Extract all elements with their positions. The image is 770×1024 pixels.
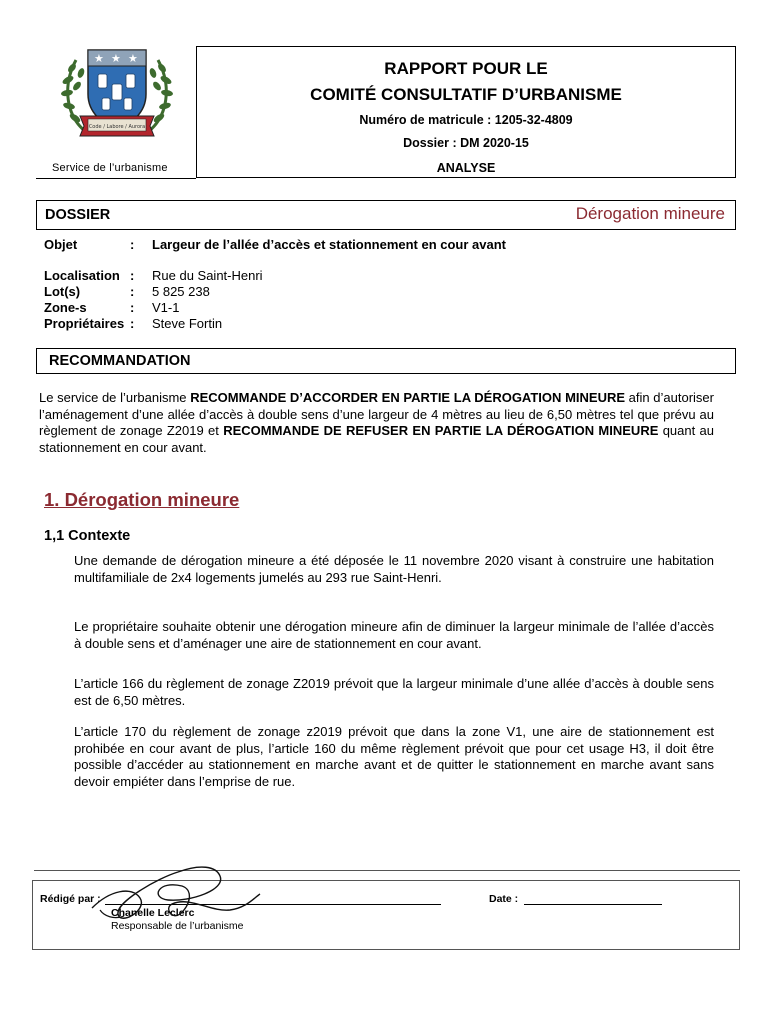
context-paragraph: Le propriétaire souhaite obtenir une dérogation mineure afin de diminuer la largeur minimale de l’allée d’accès à double sens et d’aménager une aire de stationnement en cour avant. [74,619,714,651]
reco-emphasis: RECOMMANDE D’ACCORDER EN PARTIE LA DÉROGATION MINEURE [190,390,626,405]
reco-text: afin d’autoriser l’aménagement d’une allée d’accès à double sens d’une largeur de 4 mètres au lieu de 6,50 mètres tel que prévu au règlement de zonage Z2019 et [39,390,714,438]
field-colon: : [130,300,135,315]
svg-text:★: ★ [128,52,138,65]
dossier-type: Dérogation mineure [575,204,725,223]
reco-text: quant au stationnement en cour avant. [39,423,715,455]
reco-text: Le service de l’urbanisme [39,390,191,405]
date-line [524,904,662,905]
field-label: Lot(s) [44,284,81,299]
handwritten-signature [40,850,270,930]
recommandation-label: RECOMMANDATION [49,353,191,369]
field-value: Largeur de l’allée d’accès et stationnement en cour avant [152,237,507,252]
signer-name: Chanelle Leclerc [111,907,195,919]
report-title-line-1: RAPPORT POUR LE [384,59,548,78]
crest-banner-text: Code / Labore / Aurora [88,124,146,130]
date-label: Date : [489,893,519,905]
field-value: 5 825 238 [152,284,210,299]
svg-text:★: ★ [94,52,104,65]
context-paragraph: L’article 166 du règlement de zonage Z2019 prévoit que la largeur minimale d’une allée d’accès à double sens est de 6,50 mètres. [74,676,714,708]
dossier-label: DOSSIER [45,207,111,223]
dossier-number: Dossier : DM 2020-15 [403,136,529,150]
field-label: Zone-s [44,300,87,315]
field-colon: : [130,316,135,331]
field-label: Propriétaires [44,316,125,331]
dossier-section-header [36,200,736,230]
field-value: V1-1 [152,300,180,315]
city-crest-logo [58,46,176,142]
field-colon: : [130,268,135,283]
field-label: Localisation [44,268,120,283]
field-label: Objet [44,237,78,252]
subsection-heading: 1,1 Contexte [44,528,131,544]
field-value: Steve Fortin [152,316,223,331]
context-paragraph: L’article 170 du règlement de zonage z2019 prévoit que dans la zone V1, une aire de stationnement est prohibée en cour avant de plus, l’article 160 du même règlement prévoit que pour cet usage H3, il doit être possible d’accéder au stationnement en marche avant et de quitter le stationnement en marche avant sans devoir empiéter dans l’emprise de rue. [74,724,714,789]
context-paragraph: Une demande de dérogation mineure a été déposée le 11 novembre 2020 visant à construire une habitation multifamiliale de 2x4 logements jumelés au 293 rue Saint-Henri. [74,553,714,585]
report-title-line-2: COMITÉ CONSULTATIF D’URBANISME [310,85,622,104]
section-heading: 1. Dérogation mineure [44,489,240,510]
field-colon: : [130,284,135,299]
svg-text:★: ★ [111,52,121,65]
recommandation-paragraph [39,390,714,456]
redige-par-label: Rédigé par : [40,893,101,905]
signer-role: Responsable de l’urbanisme [111,920,244,932]
reco-emphasis: RECOMMANDE DE REFUSER EN PARTIE LA DÉROGATION MINEURE [223,423,659,438]
field-colon: : [130,237,135,252]
matricule-number: Numéro de matricule : 1205-32-4809 [359,113,573,127]
report-title-box [196,46,736,178]
analysis-label: ANALYSE [436,161,496,175]
service-label: Service de l’urbanisme [52,162,168,174]
field-value: Rue du Saint-Henri [152,268,263,283]
header-divider [36,178,196,179]
recommandation-section-header [36,348,736,374]
